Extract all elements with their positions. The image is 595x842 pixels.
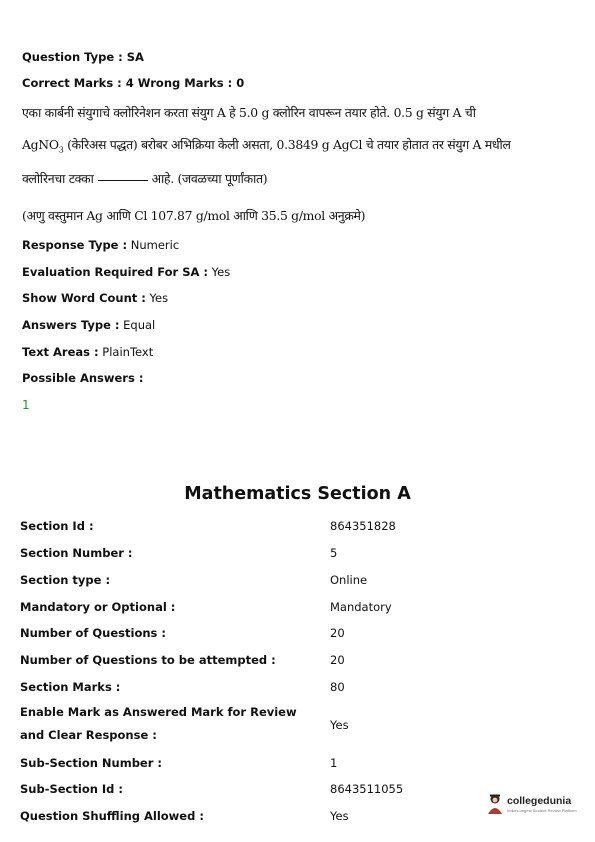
field-value: Equal [119, 318, 156, 332]
section-title: Mathematics Section A [184, 484, 411, 504]
logo-name: collegedunia [507, 795, 572, 807]
field-label: Text Areas : [22, 345, 99, 359]
mascot-icon [486, 793, 504, 815]
section-row-label: Sub-Section Id : [20, 782, 124, 796]
section-row-value: 80 [330, 680, 345, 694]
section-row-label: Number of Questions to be attempted : [20, 653, 276, 667]
section-row-label: Section Id : [20, 519, 94, 533]
section-row-label: Number of Questions : [20, 626, 166, 640]
section-row-value: Yes [330, 809, 349, 823]
logo-tagline: India's largest Student Review Platform [507, 808, 577, 813]
field-value: PlainText [98, 345, 154, 359]
field-label: Answers Type : [22, 318, 120, 332]
question-field [22, 265, 230, 279]
question-text-line-2: AgNO$_3$ (केरिअस पद्धत) बरोबर अभिक्रिया केली असता, 0.3849 g AgCl चे तयार होतात तर संयुग A मधील [22, 137, 511, 155]
question-marks: Correct Marks : 4 Wrong Marks : 0 [22, 76, 245, 90]
section-row-label: Mandatory or Optional : [20, 600, 176, 614]
section-row-label: Section type : [20, 573, 111, 587]
section-row-value: Yes [330, 718, 349, 732]
field-label: Possible Answers : [22, 371, 144, 385]
field-label: Show Word Count : [22, 291, 146, 305]
field-value: Numeric [127, 238, 180, 252]
field-label: Evaluation Required For SA : [22, 265, 209, 279]
section-row-label: Sub-Section Number : [20, 756, 163, 770]
question-field [22, 345, 153, 359]
section-row-value: 20 [330, 653, 345, 667]
section-row-value: Online [330, 573, 368, 587]
question-text-line-1: एका कार्बनी संयुगाचे क्लोरिनेशन करता संयुग A हे 5.0 g क्लोरिन वापरून तयार होते. 0.5 g संयुग A ची [22, 105, 476, 120]
section-row-value: 864351828 [330, 519, 396, 533]
question-field [22, 371, 143, 385]
field-value: Yes [145, 291, 169, 305]
section-row-value: 1 [330, 756, 338, 770]
question-field [22, 291, 168, 305]
collegedunia-logo [486, 793, 577, 815]
section-row-value: 8643511055 [330, 782, 404, 796]
section-row-value: 20 [330, 626, 345, 640]
section-row-label: Question Shuffling Allowed : [20, 809, 204, 823]
field-value: Yes [208, 265, 231, 279]
question-field [22, 238, 179, 252]
answer-blank [98, 180, 148, 181]
section-row-value: 5 [330, 546, 338, 560]
question-text-line-4: (अणु वस्तुमान Ag आणि Cl 107.87 g/mol आणि 35.5 g/mol अनुक्रमे) [22, 208, 366, 223]
field-label: Response Type : [22, 238, 128, 252]
question-field [22, 318, 155, 332]
question-type: Question Type : SA [22, 50, 144, 64]
possible-answer: 1 [22, 398, 30, 412]
section-row-label: Section Number : [20, 546, 133, 560]
section-row-label: Enable Mark as Answered Mark for Review and Clear Response : [20, 705, 297, 742]
section-row-value: Mandatory [330, 600, 392, 614]
question-text-line-3: क्लोरिनचा टक्का आहे. (जवळच्या पूर्णांकात) [22, 171, 268, 186]
section-row-label: Section Marks : [20, 680, 121, 694]
